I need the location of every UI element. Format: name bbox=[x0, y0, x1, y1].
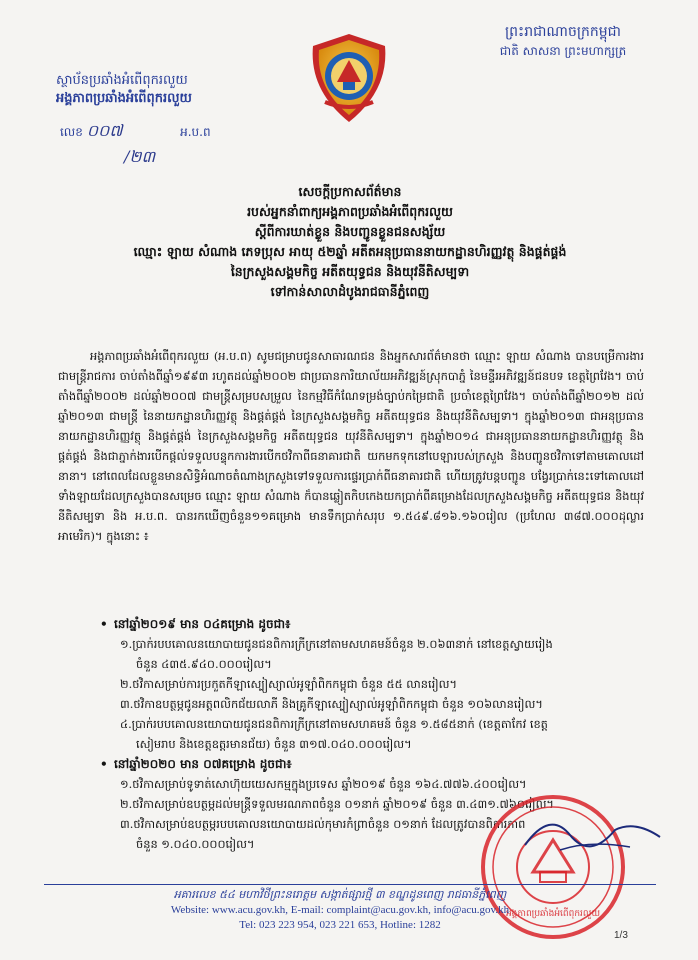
issuer-header bbox=[56, 72, 266, 108]
ref-prefix: លេខ bbox=[60, 125, 83, 139]
footer-phones: Tel: 023 223 954, 023 221 653, Hotline: 1282 bbox=[239, 919, 441, 931]
acu-emblem-logo bbox=[305, 30, 393, 126]
kingdom-header bbox=[468, 22, 658, 60]
body-paragraph bbox=[58, 346, 644, 546]
year-2019-heading: • នៅឆ្នាំ២០១៩ មាន ០៤គម្រោង ដូចជា៖ bbox=[100, 617, 291, 631]
list-item: ២.ថវិកាសម្រាប់ឧបត្ថម្ភដល់មន្ត្រីទទួលមរណភាពចំនួន ០១នាក់ ឆ្នាំ២០១៩ ចំនួន ៣.៤៣១.៧៦០រៀល។ bbox=[120, 797, 554, 811]
list-item: ចំនួន ៤៣៥.៩៤០.០០០រៀល។ bbox=[136, 657, 272, 671]
list-item: សៀមរាប និងខេត្តឧត្តរមានជ័យ) ចំនួន ៣១៧.០៤០.០០០រៀល។ bbox=[136, 737, 412, 751]
seal-text: អង្គភាពប្រឆាំងអំពើពុករលួយ bbox=[505, 909, 601, 919]
title-line-4: ឈ្មោះ ឡាយ សំណាង ភេទប្រុស អាយុ ៥២ឆ្នាំ អតីតអនុប្រធាននាយកដ្ឋានហិរញ្ញវត្ថុ និងផ្គត់ផ្គង់ bbox=[133, 244, 567, 259]
kingdom-line-2: ជាតិ សាសនា ព្រះមហាក្សត្រ bbox=[499, 44, 627, 58]
list-item: ៤.ប្រាក់របបគោលនយោបាយជូនជនពិការក្រីក្រនៅតាមសហគមន៍ ចំនួន ១.៥៨៥នាក់ (ខេត្តតាកែវ ខេត្ត bbox=[120, 717, 548, 731]
title-line-1: សេចក្តីប្រកាសព័ត៌មាន bbox=[298, 184, 402, 199]
body-paragraph-text: អង្គភាពប្រឆាំងអំពើពុករលួយ (អ.ប.ព) សូមជម្រាបជូនសាធារណជន និងអ្នកសារព័ត៌មានថា ឈ្មោះ ឡាយ សំណាង បានបម្រើការងារជាមន្ត្រីរាជការ ចាប់តាំងពីឆ្នាំ១៩៩៣ រហូតដល់ឆ្នាំ២០០២ ជាប្រធានការិយាល័យអភិវឌ្ឍន៍ស្រុកបាភ្នំ នៃមន្ទីរអភិវឌ្ឍន៍ជនបទ ខេត្តព្រៃវែង។ ចាប់តាំងពីឆ្នាំ២០០២ ដល់ឆ្នាំ២០០៧ ជាមន្ត្រីសម្របសម្រួល នៃកម្មវិធីកំណែទម្រង់ច្បាប់កម្រៃជាតិ ប្រចាំខេត្តព្រៃវែង។ ចាប់តាំងពីឆ្នាំ២០១២ ដល់ឆ្នាំ២០១៣ ជាមន្ត្រី នៃនាយកដ្ឋានហិរញ្ញវត្ថុ និងផ្គត់ផ្គង់ នៃក្រសួងសង្គមកិច្ច អតីតយុទ្ធជន និងយុវនីតិសម្បទា។ ក្នុងឆ្នាំ២០១៣ ជាអនុប្រធាននាយកដ្ឋានហិរញ្ញវត្ថុ និងផ្គត់ផ្គង់ នៃក្រសួងសង្គមកិច្ច អតីតយុទ្ធជន យុវនីតិសម្បទា។ ក្នុងឆ្នាំ២០១៤ ជាអនុប្រធាននាយកដ្ឋានហិរញ្ញវត្ថុ និងផ្គត់ផ្គង់ និងជាភ្នាក់ងារបើកផ្តល់ទទួលបន្ទុកការងារបើកថវិកាពីធនាគារជាតិ យកមកទុកនៅបេឡារបស់ក្រសួង និងបញ្ជូនថវិកាទៅតាមគោលដៅនានា។ នៅពេលដែលខ្លួនមានសិទ្ធិអំណាចតំណាងក្រសួងទៅទទួលការផ្ទេរប្រាក់ពីធនាគារជាតិ ហើយត្រូវបន្តបញ្ជូន បង្វែរប្រាក់នេះទៅគោលដៅទាំងឡាយដែលក្រសួងបានសម្រេច ឈ្មោះ ឡាយ សំណាង ក៏បានឆ្លៀតកិបកេងយកប្រាក់ពីគម្រោងដែលក្រសួងសង្គមកិច្ច អតីតយុទ្ធជន និងយុវនីតិសម្បទា និង អ.ប.ព. បានរកឃើញចំនួន១១គម្រោង មានទឹកប្រាក់សរុប ១.៥៤៩.៨១៦.១៦០រៀល (ប្រហែល ៣៨៧.០០០ដុល្លារអាមេរិក)។ ក្នុងនោះ ៖ bbox=[58, 349, 644, 543]
title-line-6: ទៅកាន់សាលាដំបូងរាជធានីភ្នំពេញ bbox=[270, 284, 430, 299]
announcement-title bbox=[90, 182, 610, 302]
list-item: ២.ថវិកាសម្រាប់ការប្រកួតកីឡាស្បៀស្យាល់អូឡាំពិកកម្ពុជា ចំនួន ៥៥ លានរៀល។ bbox=[120, 677, 457, 691]
list-item: ១.ថវិកាសម្រាប់ទូទាត់សោហ៊ុយយេសកម្មក្នុងប្រទេស ឆ្នាំ២០១៩ ចំនួន ១៦៤.៧៧៦.៤០០រៀល។ bbox=[120, 777, 527, 791]
kingdom-line-1: ព្រះរាជាណាចក្រកម្ពុជា bbox=[504, 24, 621, 40]
ref-number: ០០៧ bbox=[86, 121, 123, 140]
footer bbox=[60, 886, 620, 933]
list-item: ចំនួន ១.០៤០.០០០រៀល។ bbox=[136, 837, 255, 851]
title-line-2: របស់អ្នកនាំពាក្យអង្គភាពប្រឆាំងអំពើពុករលួយ bbox=[247, 204, 453, 219]
issuer-line-2: អង្គភាពប្រឆាំងអំពើពុករលួយ bbox=[56, 91, 192, 106]
year-2020-heading: • នៅឆ្នាំ២០២០ មាន ០៧គម្រោង ដូចជា៖ bbox=[100, 757, 292, 771]
ref-code: អ.ប.ព bbox=[180, 125, 211, 139]
footer-address: អគារលេខ ៥៤ មហាវិថីព្រះនរោត្តម សង្កាត់ផ្សារថ្មី ៣ ខណ្ឌដូនពេញ រាជធានីភ្នំពេញ bbox=[173, 888, 507, 901]
list-item: ១.ប្រាក់របបគោលនយោបាយជូនជនពិការក្រីក្រនៅតាមសហគមន៍ចំនួន ២.០៦៣នាក់ នៅខេត្តស្វាយរៀង bbox=[120, 637, 553, 651]
issuer-line-1: ស្ថាប័នប្រឆាំងអំពើពុករលួយ bbox=[56, 73, 188, 88]
footer-contact: Website: www.acu.gov.kh, E-mail: complaint@acu.gov.kh, info@acu.gov.kh bbox=[170, 904, 510, 916]
list-item: ៣.ថវិកាសម្រាប់ឧបត្ថម្ភរបបគោលនយោបាយដល់កុមារកំព្រាចំនួន ០១នាក់ ដែលត្រូវបានពិការភាព bbox=[120, 817, 526, 831]
handwritten-signature bbox=[520, 805, 670, 865]
title-line-5: នៃក្រសួងសង្គមកិច្ច អតីតយុទ្ធជន និងយុវនីតិសម្បទា bbox=[230, 264, 470, 279]
year-2019-section bbox=[100, 614, 660, 754]
list-item: ៣.ថវិកាឧបត្ថម្ភជូនអត្តពលិកជ័យលាភី និងគ្រូកីឡាស្បៀស្យាល់អូឡាំពិកកម្ពុជា ចំនួន ១០៦លានរៀល។ bbox=[120, 697, 543, 711]
page-number: 1/3 bbox=[614, 930, 628, 941]
reference-number bbox=[60, 120, 240, 144]
title-line-3: ស្តីពីការឃាត់ខ្លួន និងបញ្ជូនខ្លួនជនសង្ស័យ bbox=[254, 224, 446, 239]
ref-date: /២៣ bbox=[124, 147, 156, 166]
footer-divider bbox=[44, 884, 656, 885]
